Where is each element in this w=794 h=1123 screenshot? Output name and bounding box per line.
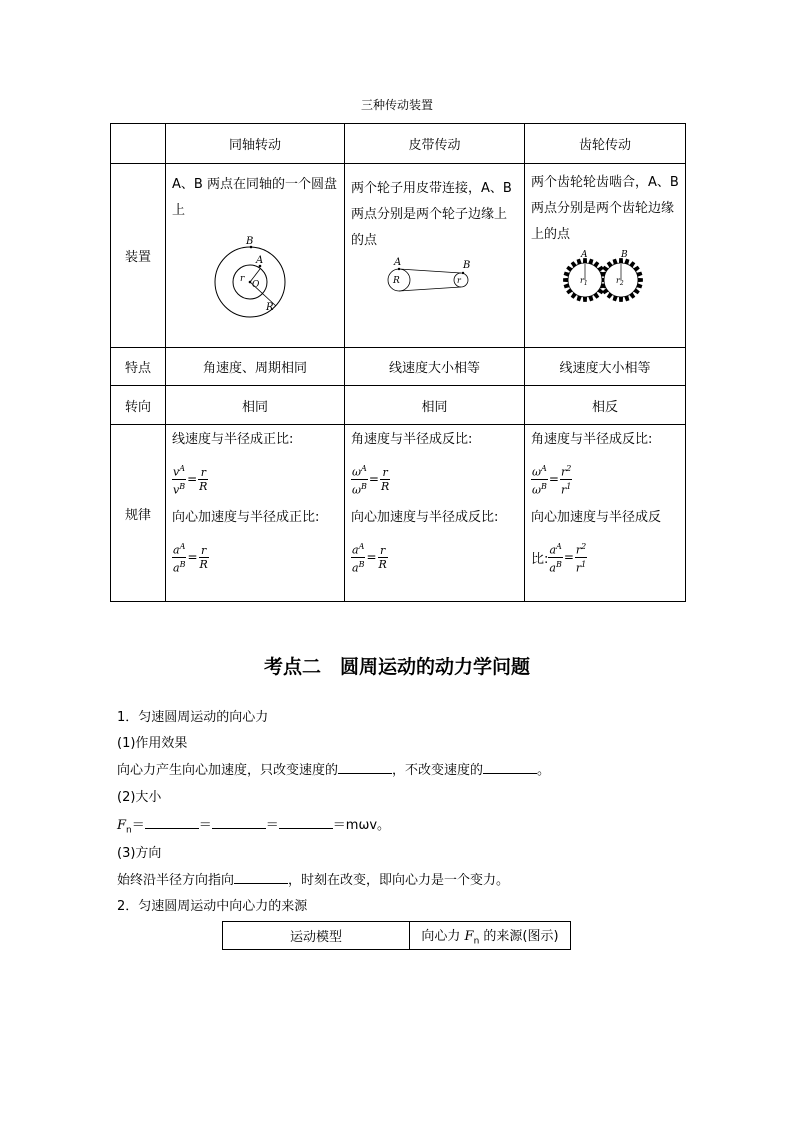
gear-label-r1: r xyxy=(580,276,584,285)
size-line: $F_n=$ ＝ ＝ ＝mωv。 xyxy=(117,818,391,836)
feature-gear: 线速度大小相等 xyxy=(525,348,686,386)
belt-diagram xyxy=(377,256,477,296)
coaxial-label-o: O xyxy=(252,280,260,290)
feature-coaxial: 角速度、周期相同 xyxy=(166,348,345,386)
source-col-model: 运动模型 xyxy=(223,922,410,950)
transmission-table xyxy=(110,123,686,602)
coaxial-label-a: A xyxy=(256,255,264,266)
coaxial-label-b: B xyxy=(246,236,254,247)
source-col-source: 向心力 $F_n$ 的来源(图示) xyxy=(410,922,571,950)
blank-5[interactable] xyxy=(279,816,333,829)
rule-belt-line2: 向心加速度与半径成反比: xyxy=(351,510,499,525)
gear-label-r2-sub: 2 xyxy=(619,280,624,287)
device-coaxial-cell xyxy=(166,164,345,348)
belt-label-bigr: R xyxy=(393,276,400,286)
rule-belt-cell xyxy=(345,425,525,602)
rule-gear-line2b: 比: xyxy=(531,551,549,567)
header-coaxial: 同轴转动 xyxy=(166,124,345,164)
direction-line: 始终沿半径方向指向 ，时刻在改变，即向心力是一个变力。 xyxy=(117,873,510,888)
header-belt: 皮带传动 xyxy=(345,124,525,164)
device-belt-cell xyxy=(345,164,525,348)
rule-gear-line2: 向心加速度与半径成反 xyxy=(531,510,662,525)
rule-coaxial-line1: 线速度与半径成正比: xyxy=(172,432,294,447)
device-coaxial-text: A、B 两点在同轴的一个圆盘上 xyxy=(172,177,337,218)
rule-coaxial-formula1: $\frac{v^A}{v^B}$ = $\frac{r}{R}$ xyxy=(173,463,208,497)
blank-3[interactable] xyxy=(145,816,199,829)
header-gear: 齿轮传动 xyxy=(525,124,686,164)
sub3-title: (3)方向 xyxy=(117,846,162,861)
rule-gear-cell xyxy=(525,425,686,602)
rule-belt-line1: 角速度与半径成反比: xyxy=(351,432,473,447)
rule-gear-formula2: 比: $\frac{a^A}{a^B}$ = $\frac{r^2}{r^1}$ xyxy=(531,541,587,575)
direction-coaxial: 相同 xyxy=(166,386,345,425)
item1-title: 1．匀速圆周运动的向心力 xyxy=(117,710,269,725)
direction-gear: 相反 xyxy=(525,386,686,425)
coaxial-label-bigr: R xyxy=(266,302,274,313)
row-label-direction: 转向 xyxy=(111,386,166,425)
rule-coaxial-line2: 向心加速度与半径成正比: xyxy=(172,510,320,525)
belt-label-a: A xyxy=(394,257,402,268)
blank-1[interactable] xyxy=(338,761,392,774)
row-label-rule: 规律 xyxy=(111,425,166,602)
rule-belt-formula2: $\frac{a^A}{a^B}$ = $\frac{r}{R}$ xyxy=(352,541,387,575)
section-heading: 考点二 圆周运动的动力学问题 xyxy=(263,656,530,678)
gear-label-r2: r xyxy=(616,276,620,285)
feature-belt: 线速度大小相等 xyxy=(345,348,525,386)
blank-2[interactable] xyxy=(483,761,537,774)
coaxial-diagram xyxy=(212,234,302,326)
blank-4[interactable] xyxy=(212,816,266,829)
rule-gear-line1: 角速度与半径成反比: xyxy=(531,432,653,447)
effect-line: 向心力产生向心加速度，只改变速度的 ，不改变速度的 。 xyxy=(117,763,551,778)
item2-title: 2．匀速圆周运动中向心力的来源 xyxy=(117,899,308,914)
blank-6[interactable] xyxy=(234,871,288,884)
gear-label-b: B xyxy=(621,250,628,260)
gear-diagram xyxy=(553,248,653,304)
coaxial-label-r: r xyxy=(240,274,245,284)
rule-belt-formula1: $\frac{\omega^A}{\omega^B}$ = $\frac{r}{R}$ xyxy=(352,463,390,497)
device-gear-cell xyxy=(525,164,686,348)
rule-gear-formula1: $\frac{\omega^A}{\omega^B}$ = $\frac{r^2}{r^1}$ xyxy=(532,463,572,497)
belt-label-b: B xyxy=(463,260,471,271)
table-caption: 三种传动装置 xyxy=(360,98,433,112)
device-gear-text: 两个齿轮轮齿啮合，A、B 两点分别是两个齿轮边缘上的点 xyxy=(531,175,679,242)
sub2-title: (2)大小 xyxy=(117,790,162,805)
row-label-device: 装置 xyxy=(111,164,166,348)
row-label-feature: 特点 xyxy=(111,348,166,386)
source-table xyxy=(222,921,571,950)
rule-coaxial-formula2: $\frac{a^A}{a^B}$ = $\frac{r}{R}$ xyxy=(173,541,208,575)
direction-belt: 相同 xyxy=(345,386,525,425)
header-empty-cell xyxy=(111,124,166,164)
gear-label-a: A xyxy=(581,250,588,260)
device-belt-text: 两个轮子用皮带连接，A、B 两点分别是两个轮子边缘上的点 xyxy=(351,181,512,248)
belt-label-r: r xyxy=(457,276,461,285)
gear-label-r1-sub: 1 xyxy=(583,280,588,287)
rule-coaxial-cell xyxy=(166,425,345,602)
sub1-title: (1)作用效果 xyxy=(117,736,188,751)
